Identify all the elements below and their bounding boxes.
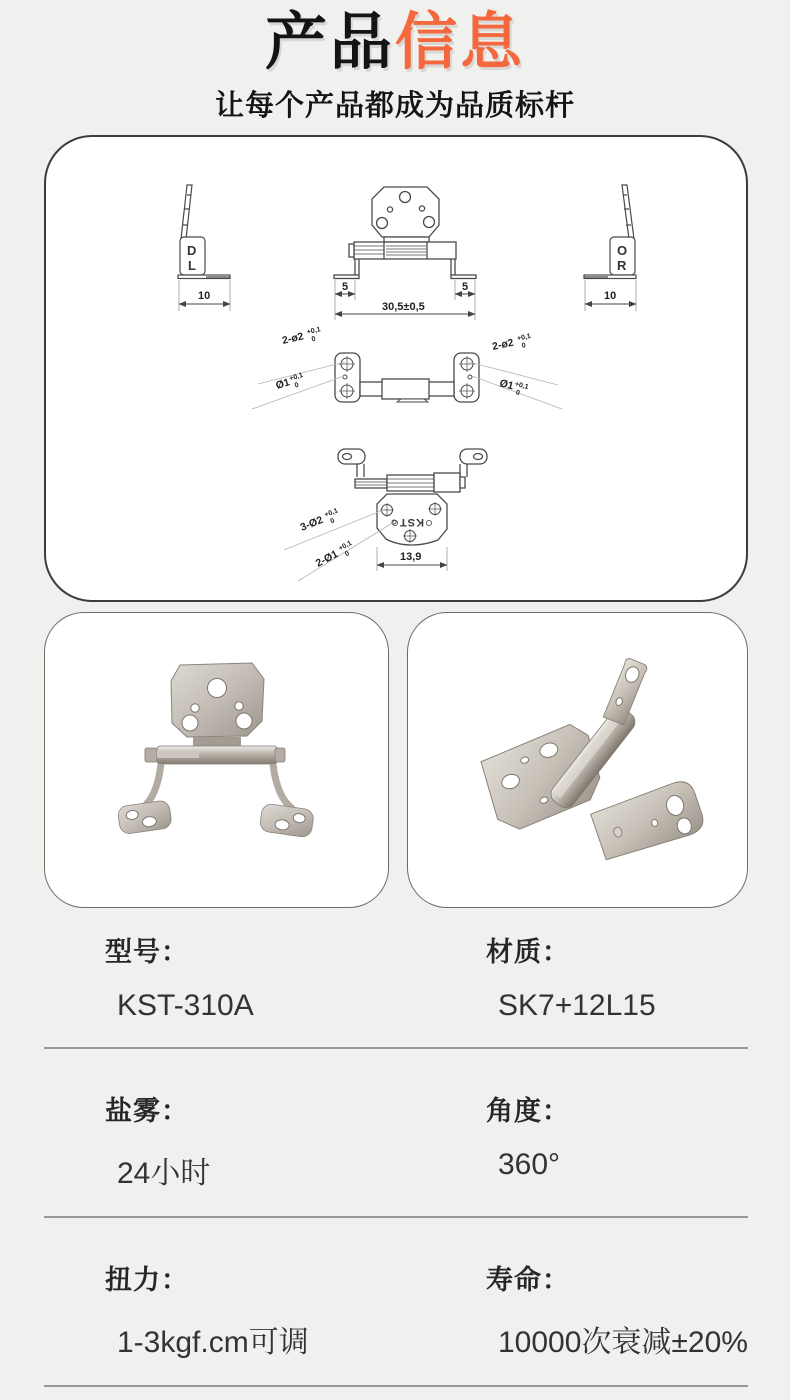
page-subtitle: 让每个产品都成为品质标杆 xyxy=(214,90,575,123)
svg-text:2-Ø1: 2-Ø1 xyxy=(313,548,341,570)
front-view xyxy=(334,187,476,279)
page-title xyxy=(0,6,790,79)
side-left-mark-line2: L xyxy=(188,258,196,273)
dim-label-plate-width: 13,9 xyxy=(400,551,422,563)
hinge-neck xyxy=(193,737,241,746)
dim-label-overall: 30,5±0,5 xyxy=(382,301,425,313)
hinge-angle-photo-illustration xyxy=(408,613,745,906)
annotation-bottom-hole1 xyxy=(314,540,357,572)
side-right-mark-line1: O xyxy=(617,243,628,258)
svg-text:0: 0 xyxy=(521,342,527,350)
product-photo-front xyxy=(44,612,389,908)
svg-text:0: 0 xyxy=(344,550,351,559)
divider xyxy=(44,1385,748,1387)
spec-label-angle: 角度： xyxy=(486,1096,570,1126)
bottom-view xyxy=(338,449,487,545)
svg-text:Ø1: Ø1 xyxy=(498,377,515,393)
dim-label-foot-left: 5 xyxy=(342,281,349,293)
spec-life xyxy=(396,1258,748,1361)
spec-label-material: 材质： xyxy=(486,937,570,967)
dim-label-foot-right: 5 xyxy=(462,281,469,293)
svg-text:+0,1: +0,1 xyxy=(323,507,340,520)
svg-text:+0,1: +0,1 xyxy=(306,326,322,337)
spec-angle xyxy=(396,1089,748,1192)
spec-label-model: 型号： xyxy=(105,937,189,967)
top-view xyxy=(335,353,479,402)
side-view-right xyxy=(584,185,636,279)
svg-text:0: 0 xyxy=(293,381,300,390)
product-photo-angle xyxy=(407,612,748,908)
svg-text:2-ø2: 2-ø2 xyxy=(280,330,305,347)
svg-text:+0,1: +0,1 xyxy=(337,539,354,553)
spec-label-torque: 扭力： xyxy=(105,1265,189,1295)
annotation-top-right xyxy=(491,333,533,356)
hinge-foot-right xyxy=(259,803,314,838)
spec-value-salt-spray: 24小时 xyxy=(117,1157,211,1190)
svg-text:+0,1: +0,1 xyxy=(288,371,304,383)
spec-salt-spray xyxy=(44,1089,396,1192)
spec-row-saltspray-angle xyxy=(44,1049,748,1216)
svg-text:3-Ø2: 3-Ø2 xyxy=(298,513,325,534)
spec-value-model: KST-310A xyxy=(117,989,254,1022)
spec-model xyxy=(44,930,396,1023)
page-header xyxy=(0,0,790,124)
dim-label-side-right: 10 xyxy=(604,290,617,302)
hinge-leg-right xyxy=(273,764,293,809)
svg-text:Ø1: Ø1 xyxy=(274,376,292,392)
hinge-bracket-top xyxy=(603,657,648,725)
hinge-foot-left xyxy=(117,800,172,835)
svg-text:0: 0 xyxy=(311,335,317,344)
spec-value-torque: 1-3kgf.cm可调 xyxy=(117,1326,309,1359)
annotation-top-left xyxy=(281,326,323,350)
spec-row-model-material xyxy=(44,908,748,1047)
dim-front-feet xyxy=(335,280,475,320)
spec-row-torque-life xyxy=(44,1218,748,1385)
page-title-orange: 信息 xyxy=(395,8,526,77)
svg-text:+0,1: +0,1 xyxy=(516,332,532,343)
spec-value-angle: 360° xyxy=(498,1148,561,1181)
svg-text:2-ø2: 2-ø2 xyxy=(491,336,515,353)
hinge-front-photo-illustration xyxy=(45,613,386,906)
technical-drawing-card xyxy=(44,135,748,602)
hinge-bracket-right xyxy=(588,778,707,861)
side-right-mark-line2: R xyxy=(617,258,627,273)
annotation-bottom-hole2 xyxy=(299,507,343,536)
side-view-left xyxy=(178,185,230,279)
dim-label-side-left: 10 xyxy=(198,290,211,302)
svg-text:0: 0 xyxy=(515,389,521,398)
spec-label-salt-spray: 盐雾： xyxy=(105,1096,189,1126)
side-left-mark-line1: D xyxy=(187,243,197,258)
svg-text:0: 0 xyxy=(329,517,336,526)
spec-value-life: 10000次衰减±20% xyxy=(498,1326,748,1359)
brand-stamp-text: KST xyxy=(399,516,424,528)
page-title-black: 产品 xyxy=(264,8,395,77)
spec-list xyxy=(44,908,748,1387)
technical-drawing xyxy=(46,137,746,600)
spec-value-material: SK7+12L15 xyxy=(498,989,656,1022)
spec-label-life: 寿命： xyxy=(486,1265,570,1295)
svg-text:+0,1: +0,1 xyxy=(514,380,530,392)
spec-torque xyxy=(44,1258,396,1361)
spec-material xyxy=(396,930,748,1023)
